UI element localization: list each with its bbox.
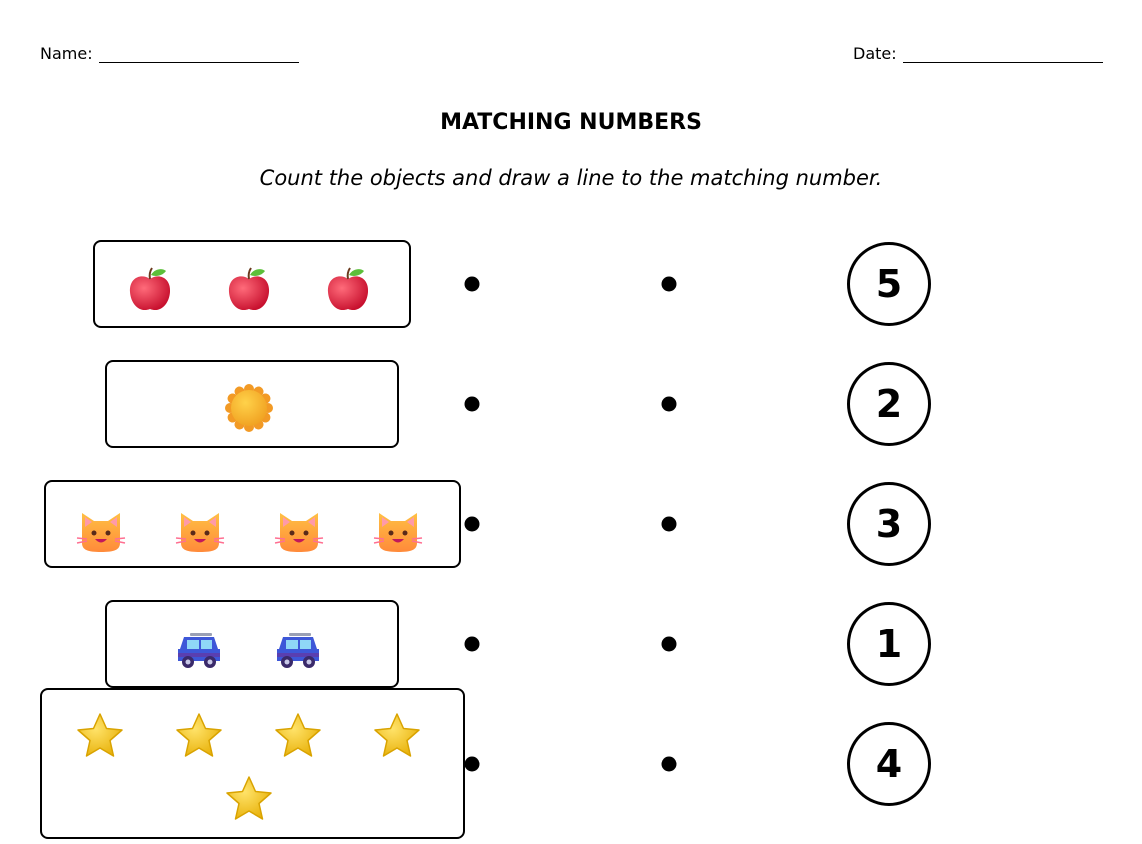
star-icon xyxy=(273,711,323,761)
cat-face-icon xyxy=(175,505,225,555)
number-circle-2: 2 xyxy=(847,362,931,446)
object-box-cats xyxy=(44,480,461,568)
object-box-stars xyxy=(40,688,465,839)
object-group xyxy=(107,362,397,446)
right-dot-3[interactable] xyxy=(662,517,677,532)
left-dot-1[interactable] xyxy=(465,277,480,292)
number-circle-3: 3 xyxy=(847,482,931,566)
right-dot-5[interactable] xyxy=(662,757,677,772)
object-box-apples xyxy=(93,240,411,328)
date-field xyxy=(853,44,1103,63)
name-field xyxy=(40,44,299,63)
left-dot-2[interactable] xyxy=(465,397,480,412)
object-box-cars xyxy=(105,600,399,688)
sun-icon xyxy=(224,383,274,433)
car-icon xyxy=(174,625,224,675)
star-icon xyxy=(75,711,125,761)
date-line[interactable] xyxy=(903,46,1103,63)
object-group xyxy=(42,690,463,837)
number-circle-4: 1 xyxy=(847,602,931,686)
object-group xyxy=(46,482,459,566)
object-box-sun xyxy=(105,360,399,448)
left-dot-5[interactable] xyxy=(465,757,480,772)
star-icon xyxy=(372,711,422,761)
cat-face-icon xyxy=(274,505,324,555)
worksheet-title: MATCHING NUMBERS xyxy=(440,110,702,135)
right-dot-1[interactable] xyxy=(662,277,677,292)
instruction-text: Count the objects and draw a line to the matching number. xyxy=(259,166,883,190)
left-dot-4[interactable] xyxy=(465,637,480,652)
name-line[interactable] xyxy=(99,46,299,63)
name-label: Name: xyxy=(40,44,93,63)
right-dot-2[interactable] xyxy=(662,397,677,412)
apple-icon xyxy=(224,265,274,315)
date-label: Date: xyxy=(853,44,897,63)
object-group xyxy=(95,242,409,326)
cat-face-icon xyxy=(373,505,423,555)
left-dot-3[interactable] xyxy=(465,517,480,532)
star-icon xyxy=(174,711,224,761)
object-group xyxy=(107,602,397,686)
car-icon xyxy=(273,625,323,675)
star-icon xyxy=(224,774,274,824)
number-circle-5: 4 xyxy=(847,722,931,806)
number-circle-1: 5 xyxy=(847,242,931,326)
cat-face-icon xyxy=(76,505,126,555)
apple-icon xyxy=(323,265,373,315)
apple-icon xyxy=(125,265,175,315)
right-dot-4[interactable] xyxy=(662,637,677,652)
